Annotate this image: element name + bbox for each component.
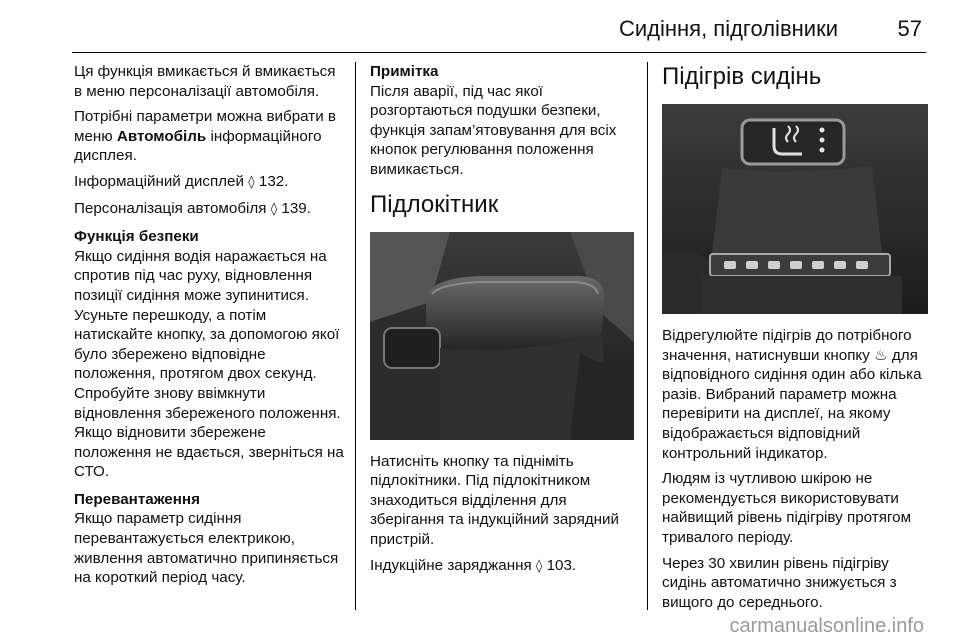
armrest-text: Натисніть кнопку та підніміть підлокітники. Під підлокітником знаходиться відділення для зберігання та індукційний зарядний пристрій. — [370, 452, 620, 548]
column-right — [662, 62, 934, 618]
overload-heading: Перевантаження — [74, 490, 200, 508]
header-divider — [72, 52, 926, 53]
seat-heating-photo — [662, 104, 928, 314]
column-left — [74, 62, 346, 594]
armrest-photo — [370, 232, 634, 440]
menu-name-vehicle: Автомобіль — [116, 127, 207, 145]
overload-text: Якщо параметр сидіння перевантажується електрикою, живлення автоматично припиняється на короткий період часу. — [74, 510, 339, 587]
safety-text: Якщо сидіння водія наражається на спротив під час руху, відновлення позиції сидіння може зупинитися. Усуньте перешкоду, а потім натискайте кнопку, за допомогою якої було збережено відповідне положення, протягом двох секунд. Спробуйте знову ввімкнути відновлення збереженого положення. Якщо відновити збережене положення не вдається, зверніться на СТО. — [74, 247, 344, 481]
seat-heating-heading: Підігрів сидінь — [662, 63, 822, 90]
column-divider-1 — [355, 62, 356, 610]
safety-heading: Функція безпеки — [74, 228, 199, 246]
memory-enable-text: Ця функція вмикається й вмикається в меню персоналізації автомобіля. — [74, 63, 336, 100]
note-heading: Примітка — [370, 63, 439, 80]
seat-heating-text-3: Через 30 хвилин рівень підігріву сидінь автоматично знижується з вищого до середнього. — [662, 554, 897, 611]
seat-heating-text-1: Відрегулюйте підігрів до потрібного значення, натиснувши кнопку ♨ для відповідного сидіння один або кілька разів. Вибраний параметр можна перевірити на дисплеї, на якому відображається відповідний контрольний індикатор. — [662, 327, 922, 462]
ref-personalisation[interactable]: Персоналізація автомобіля ◊ 139. — [74, 199, 311, 217]
ref-info-display[interactable]: Інформаційний дисплей ◊ 132. — [74, 172, 289, 190]
reference-arrow-icon: ◊ — [535, 558, 543, 574]
reference-arrow-icon: ◊ — [270, 201, 278, 217]
note-text: Після аварії, під час якої розгортаються подушки безпеки, функція запам’ятовування для всіх кнопок регулювання положення вимикається. — [370, 82, 617, 178]
armrest-heading: Підлокітник — [370, 190, 499, 218]
page-number: 57 — [897, 16, 922, 41]
watermark: carmanualsonline.info — [729, 615, 924, 637]
ref-induction-charging[interactable]: Індукційне заряджання ◊ 103. — [370, 556, 577, 574]
reference-arrow-icon: ◊ — [248, 174, 255, 190]
menu-select-text: Потрібні параметри можна вибрати в меню Автомобіль інформаційного дисплея. — [74, 108, 337, 165]
seat-heating-text-2: Людям із чутливою шкірою не рекомендується використовувати найвищий рівень підігріву протягом тривалого періоду. — [662, 470, 912, 546]
column-middle — [370, 62, 638, 582]
header-title: Сидіння, підголівники — [618, 16, 838, 41]
page-header — [0, 8, 960, 52]
seat-heating-icon: ♨ — [874, 345, 888, 364]
column-divider-2 — [647, 62, 648, 610]
